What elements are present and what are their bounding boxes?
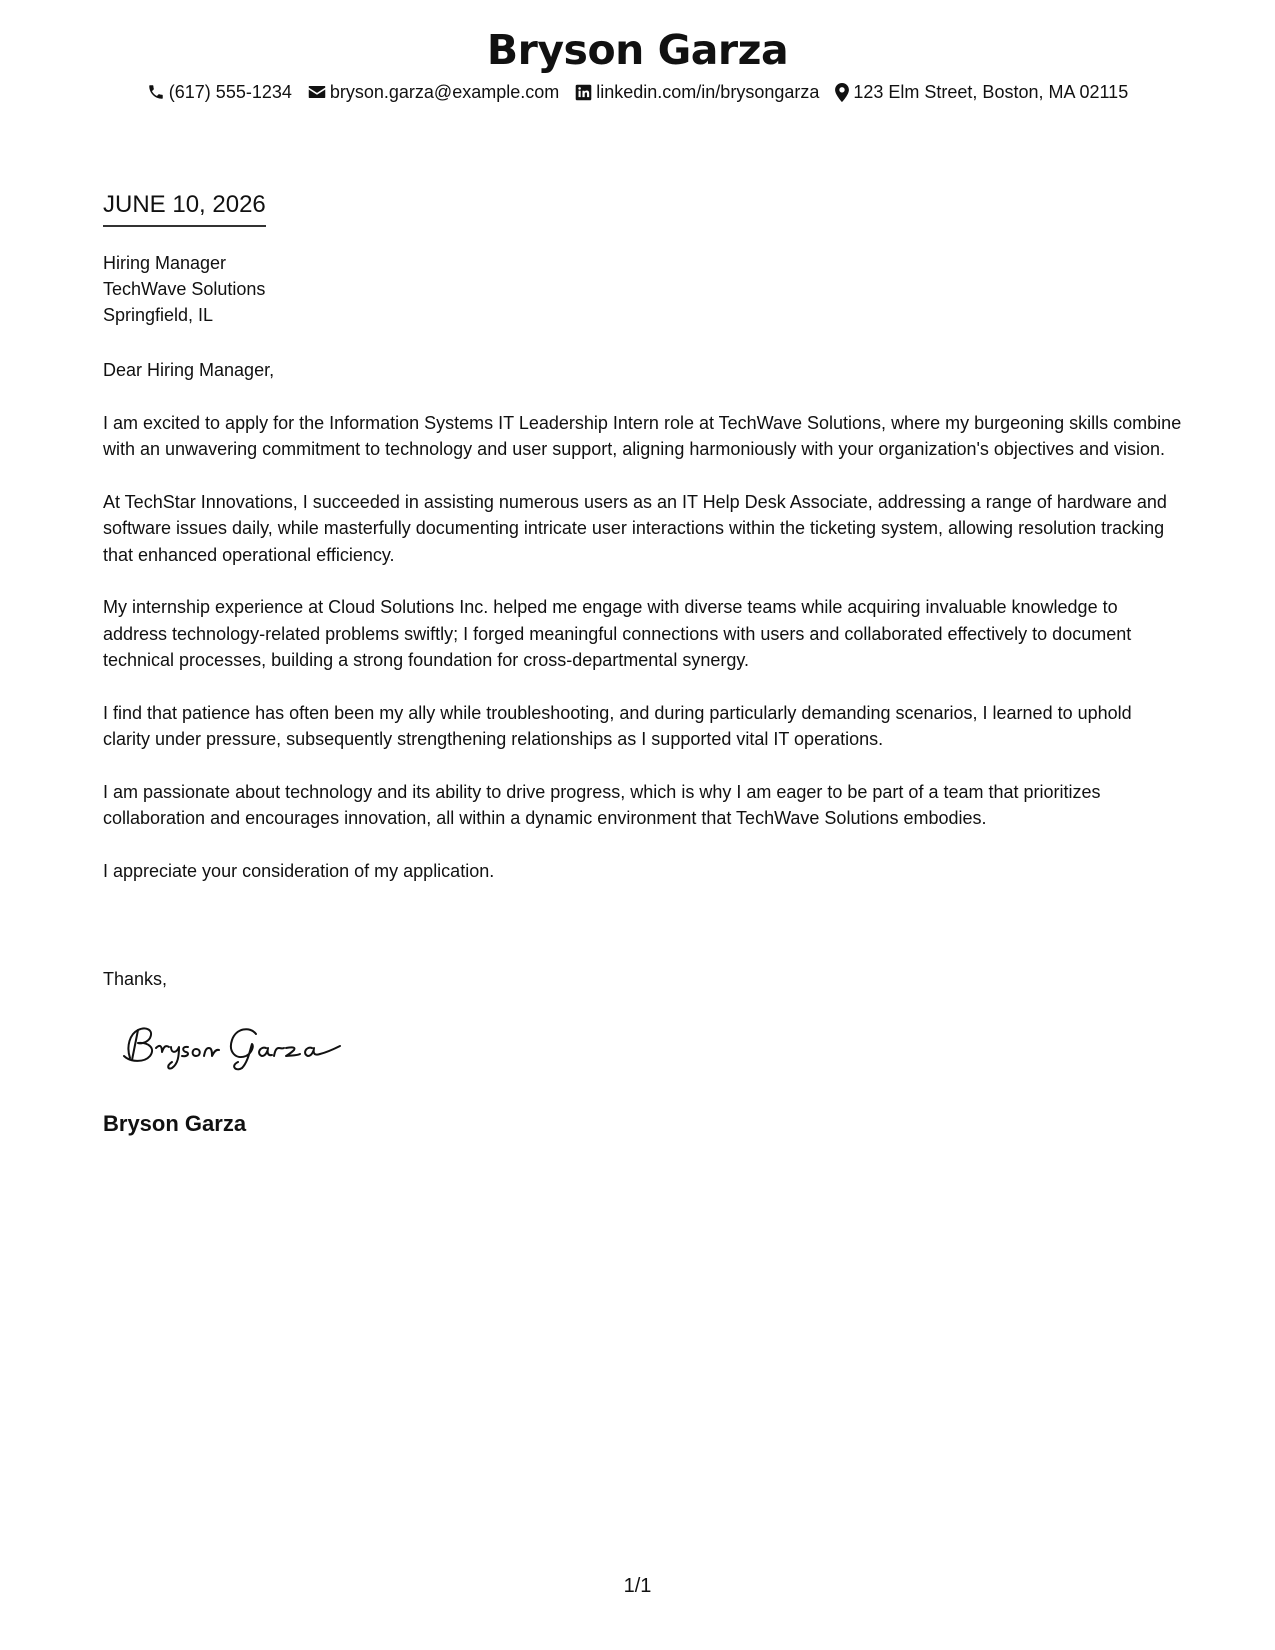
contact-bar: [0, 78, 1275, 106]
recipient-company: TechWave Solutions: [103, 279, 266, 299]
body-paragraph: I am excited to apply for the Information Systems IT Leadership Intern role at TechWave Solutions, where my burgeoning skills combine with an unwavering commitment to technology and user support, aligning harmoniously with your organization's objectives and vision.: [103, 412, 1182, 459]
signer-name: Bryson Garza: [103, 1111, 247, 1136]
salutation: Dear Hiring Manager,: [103, 360, 275, 380]
contact-phone: [147, 78, 292, 106]
body-paragraph: I am passionate about technology and its ability to drive progress, which is why I am eager to be part of a team that prioritizes collaboration and encourages innovation, all within a dynamic environment that TechWave Solutions embodies.: [103, 781, 1101, 828]
handwritten-signature: [116, 1018, 356, 1074]
body-paragraph: My internship experience at Cloud Solutions Inc. helped me engage with diverse teams while acquiring invaluable knowledge to address technology-related problems swiftly; I forged meaningful connections with users and collaborated effectively to document technical processes, building a strong foundation for cross-departmental synergy.: [103, 597, 1132, 670]
contact-linkedin: [575, 78, 819, 106]
body-paragraph: At TechStar Innovations, I succeeded in assisting numerous users as an IT Help Desk Associate, addressing a range of hardware and software issues daily, while masterfully documenting intricate user interactions within the ticketing system, allowing resolution tracking that enhanced operational efficiency.: [103, 491, 1167, 565]
linkedin-text: linkedin.com/in/brysongarza: [596, 82, 820, 102]
letter-date: JUNE 10, 2026: [103, 189, 266, 227]
recipient-title: Hiring Manager: [103, 253, 227, 273]
phone-icon: [147, 83, 165, 101]
linkedin-icon: [575, 84, 592, 101]
letter-body: [103, 357, 1183, 910]
envelope-icon: [308, 84, 326, 100]
body-paragraph: I find that patience has often been my ally while troubleshooting, and during particularly demanding scenarios, I learned to uphold clarity under pressure, subsequently strengthening relationships as I supported vital IT operations.: [103, 702, 1132, 749]
email-text: bryson.garza@example.com: [329, 82, 560, 102]
contact-address: [835, 78, 1128, 106]
map-pin-icon: [835, 83, 849, 102]
body-paragraph: I appreciate your consideration of my application.: [103, 860, 495, 881]
page-number: 1/1: [623, 1575, 652, 1597]
address-text: 123 Elm Street, Boston, MA 02115: [853, 82, 1129, 102]
contact-email: [308, 78, 559, 106]
recipient-location: Springfield, IL: [103, 305, 214, 325]
applicant-name-heading: Bryson Garza: [486, 26, 789, 74]
recipient-block: [103, 250, 265, 328]
closing-text: Thanks,: [103, 969, 168, 989]
phone-text: (617) 555-1234: [168, 82, 292, 102]
